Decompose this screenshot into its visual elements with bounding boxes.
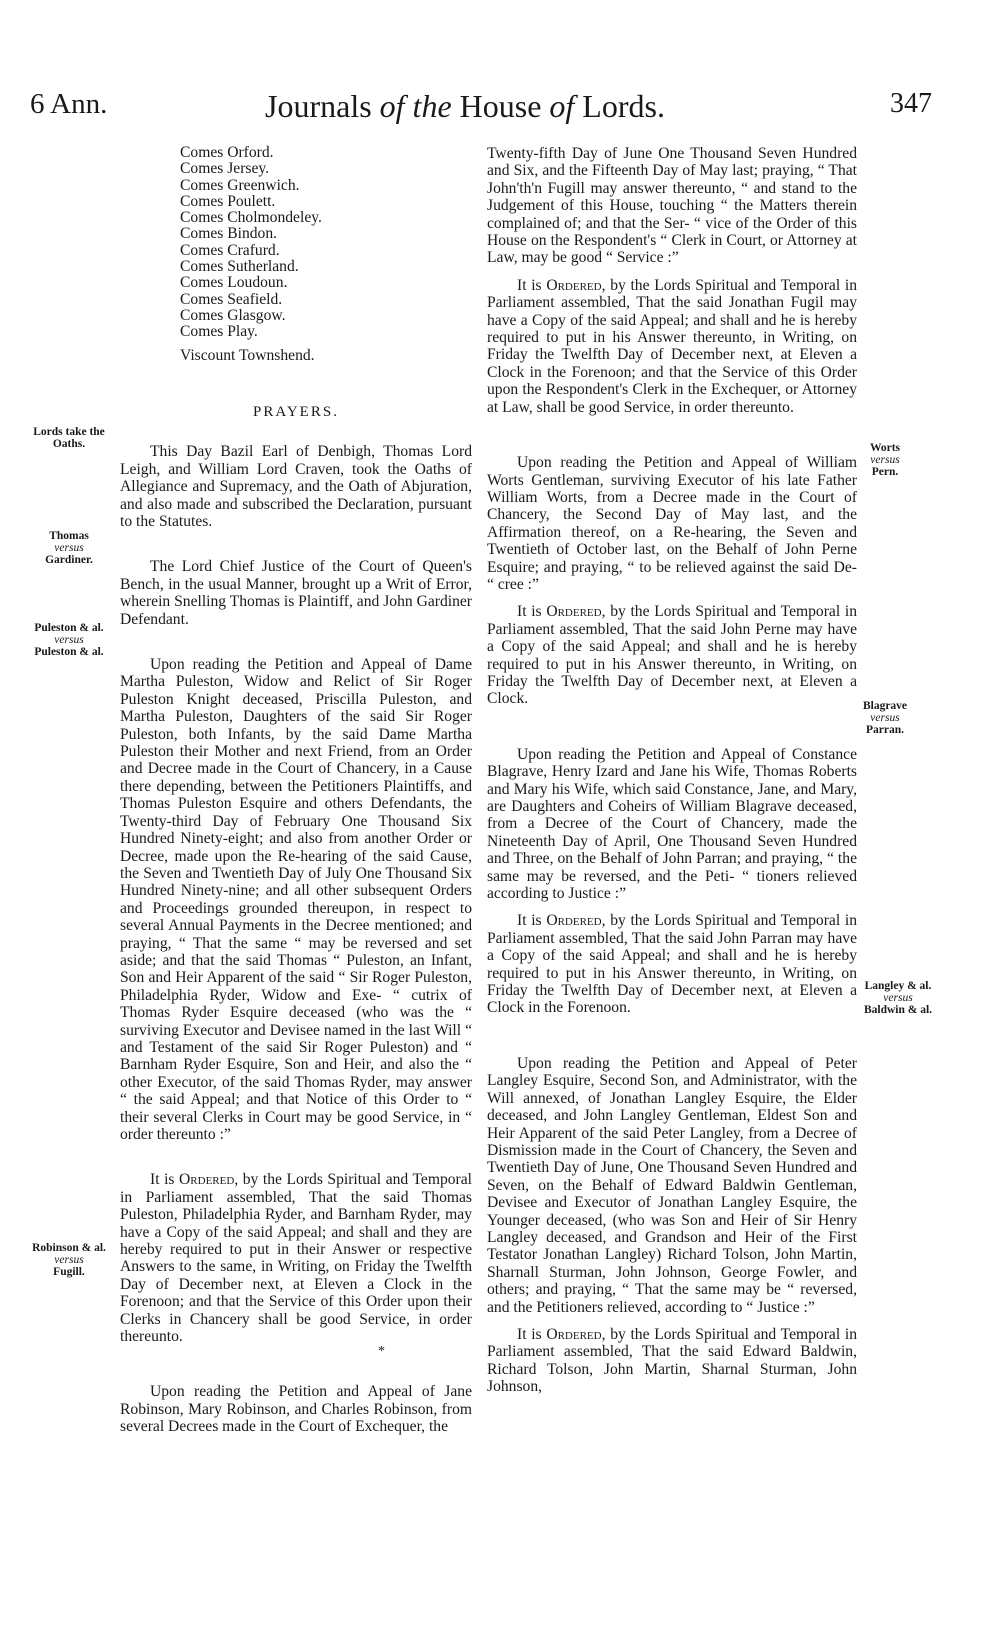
list-item: Comes Crafurd.	[180, 241, 280, 259]
text: It is	[517, 603, 542, 621]
margin-note-robinson	[30, 1242, 108, 1278]
text: It is	[517, 912, 542, 930]
paragraph-thomas: The Lord Chief Justice of the Court of Queen's Bench, in the usual Manner, brought up a Writ of Error, wherein Snelling Thomas is Plaintiff, and John Gardiner Defendant.	[120, 558, 472, 628]
comes-list	[180, 145, 472, 341]
margin-text: Langley & al.	[864, 980, 932, 992]
list-item: Comes Play.	[180, 323, 258, 341]
right-column	[487, 145, 857, 1406]
paragraph-blagrave-ordered	[487, 912, 857, 1016]
margin-note-worts	[858, 442, 912, 478]
title-word: of	[379, 88, 405, 124]
margin-text: Fugill.	[53, 1266, 85, 1278]
text: Ordered	[546, 912, 602, 930]
margin-text: Robinson & al.	[32, 1242, 106, 1254]
title-word: Journals	[265, 88, 372, 124]
paragraph-langley: Upon reading the Petition and Appeal of Peter Langley Esquire, Second Son, and Administrator, with the Will annexed, of Jonathan Langley Esquire, the Elder deceased, and John Langley Gentleman, Eldest Son and Heir Apparent of the said Peter Langley, from a Decree of Dismission made in the Court of Chancery, the Seven and Twentieth Day of June, One Thousand Seven Hundred and Seven, on the Behalf of Edward Baldwin Gentleman, Devisee and Executor of Jonathan Langley Esquire, the Younger deceased, (who was Son and Heir of Sir Henry Langley deceased, and Grandson and Heir of the First Testator Jonathan Langley) Richard Tolson, John Martin, Sharnall Sturman, John Johnson, George Fowler, and others; and praying, “ That the same may be “ reversed, and the Petitioners relieved, according to “ Justice :”	[487, 1054, 857, 1316]
text: , by the Lords Spiritual and Temporal in Parliament assembled, That the said John Perne may have a Copy of the said Appeal; and shall and he is hereby required to put in his Answer thereunto, in Writing, on Friday the Twelfth Day of December next, at Eleven a Clock.	[487, 603, 857, 708]
text: Ordered	[546, 1325, 602, 1343]
title-word: House	[459, 88, 542, 124]
running-title	[265, 88, 665, 125]
list-item: Comes Jersey.	[180, 160, 270, 178]
text: Ordered	[546, 603, 602, 621]
page-header	[0, 84, 992, 134]
title-word: Lords.	[582, 88, 665, 124]
margin-text: versus	[870, 454, 900, 466]
paragraph-worts: Upon reading the Petition and Appeal of William Worts Gentleman, surviving Executor of his late Father William Worts, from a Decree made in the Court of Chancery, the Second Day of May last, and the Affirmation thereof, on a Re-hearing, the Seven and Twentieth of October last, on the Behalf of John Perne Esquire; and praying, “ to be relieved against the said De- “ cree :”	[487, 454, 857, 593]
left-column	[120, 145, 472, 1446]
paragraph-puleston: Upon reading the Petition and Appeal of Dame Martha Puleston, Widow and Relict of Sir Roger Puleston Knight deceased, Priscilla Puleston, and Martha Puleston, Daughters of the said Sir Roger Puleston, both Infants, by the said Dame Martha Puleston their Mother and next Friend, from an Order and Decree made in the Court of Chancery, in a Cause there depending, between the Petitioners Plaintiffs, and Thomas Puleston Esquire and others Defendants, the Twenty-third Day of February One Thousand Six Hundred Ninety-eight; and also from another Order or Decree, made upon the Re-hearing of the said Cause, the Seven and Twentieth Day of July One Thousand Six Hundred Ninety-nine; and all other subsequent Orders and Proceedings grounded thereupon, in respect to several Annual Payments in the Decree mentioned; and praying, “ That the same “ may be reversed and set aside; and that the said Thomas “ Puleston, an Infant, Son and Heir Apparent of the said “ Sir Roger Puleston, Philadelphia Ryder, Widow and Exe- “ cutrix of Thomas Ryder Esquire deceased (who was the “ surviving Executor and Devisee named in the last Will “ and Testament of the said Sir Roger Puleston) and “ Barnham Ryder Esquire, Son and Heir, and also the “ other Executor, of the said Thomas Ryder, may answer “ the said Appeal; and that Notice of this Order to “ their several Clerks in Court may be good Service, in “ order thereunto :”	[120, 656, 472, 1143]
margin-text: Puleston & al.	[34, 622, 104, 634]
paragraph-robinson: Upon reading the Petition and Appeal of Jane Robinson, Mary Robinson, and Charles Robinson, from several Decrees made in the Court of Exchequer, the	[120, 1383, 472, 1436]
viscount-line: Viscount Townshend.	[180, 346, 315, 364]
margin-note-thomas	[30, 530, 108, 566]
page-number: 347	[890, 88, 932, 119]
margin-text: versus	[54, 634, 84, 646]
list-item: Comes Glasgow.	[180, 306, 286, 324]
paragraph-puleston-ordered	[120, 1171, 472, 1345]
title-word: of	[549, 88, 575, 124]
paragraph-worts-ordered	[487, 603, 857, 707]
list-item: Comes Poulett.	[180, 192, 276, 210]
list-item: Comes Sutherland.	[180, 258, 299, 276]
text: Ordered	[179, 1171, 235, 1189]
regnal-year: 6 Ann.	[30, 88, 108, 120]
list-item: Comes Loudoun.	[180, 274, 288, 292]
text: It is	[517, 276, 542, 294]
margin-text: versus	[883, 992, 913, 1004]
margin-note-blagrave	[858, 700, 912, 736]
list-item: Comes Orford.	[180, 144, 274, 161]
margin-text: versus	[54, 542, 84, 554]
list-item: Comes Cholmondeley.	[180, 209, 322, 227]
paragraph-blagrave: Upon reading the Petition and Appeal of Constance Blagrave, Henry Izard and Jane his Wife, Thomas Roberts and Mary his Wife, which said Constance, Jane, and Mary, are Daughters and Coheirs of William Blagrave deceased, from a Decree of the Court of Chancery, made the Nineteenth Day of April, One Thousand Seven Hundred and Three, on the Behalf of John Parran; and praying, “ the same may be reversed, and the Peti- “ tioners relieved according to Justice :”	[487, 745, 857, 903]
text: , by the Lords Spiritual and Temporal in Parliament assembled, That the said Edward Baldwin, Richard Tolson, John Martin, Sharnal Sturman, John Johnson,	[487, 1325, 857, 1396]
list-item: Comes Seafield.	[180, 290, 283, 308]
list-item: Comes Bindon.	[180, 225, 278, 243]
margin-text: Worts	[869, 442, 901, 454]
margin-text: Pern.	[871, 466, 899, 478]
margin-text: Parran.	[865, 724, 904, 736]
paragraph-langley-ordered	[487, 1326, 857, 1396]
text: , by the Lords Spiritual and Temporal in Parliament assembled, That the said Jonathan Fugil may have a Copy of the said Appeal; and shall and he is hereby required to put in his Answer thereunto, in Writing, on Friday the Twelfth Day of December next, at Eleven a Clock in the Forenoon; and that the Service of this Order upon the Respondent's Clerk in the Exchequer, or Attorney at Law, shall be good Service, in order thereunto.	[487, 276, 857, 416]
margin-text: Baldwin & al.	[863, 1004, 933, 1016]
margin-text: Blagrave	[862, 700, 908, 712]
margin-text: versus	[54, 1254, 84, 1266]
text: , by the Lords Spiritual and Temporal in Parliament assembled, That the said John Parran may have a Copy of the said Appeal; and shall and he is hereby required to put in his Answer thereunto, in Writing, on Friday the Twelfth Day of December next, at Eleven a Clock in the Forenoon.	[487, 912, 857, 1017]
footer-mark: *	[378, 1344, 385, 1359]
section-heading: PRAYERS.	[253, 403, 339, 420]
text: Ordered	[546, 276, 602, 294]
margin-text: versus	[870, 712, 900, 724]
margin-note-puleston	[30, 622, 108, 658]
margin-text: Puleston & al.	[34, 646, 104, 658]
margin-text: Gardiner.	[45, 554, 93, 566]
margin-note-oaths: Lords take the Oaths.	[33, 426, 105, 450]
paragraph-oaths: This Day Bazil Earl of Denbigh, Thomas Lord Leigh, and William Lord Craven, took the Oaths of Allegiance and Supremacy, and the Oath of Abjuration, and also made and subscribed the Declaration, pursuant to the Statutes.	[120, 443, 472, 530]
margin-note-langley	[858, 980, 938, 1016]
list-item: Comes Greenwich.	[180, 176, 300, 194]
text: It is	[517, 1325, 542, 1343]
paragraph-robinson-ordered	[487, 277, 857, 416]
title-word: the	[412, 88, 452, 124]
paragraph-robinson-cont: Twenty-fifth Day of June One Thousand Seven Hundred and Six, and the Fifteenth Day of May last; praying, “ That John'th'n Fugill may answer thereunto, “ and stand to the Judgement of this House, touching “ the Matters therein complained of; and that the Ser- “ vice of the Order of this House on the Respondent's “ Clerk in Court, or Attorney at Law, may be good “ Service :”	[487, 145, 857, 267]
text: , by the Lords Spiritual and Temporal in Parliament assembled, That the said Thomas Puleston, Philadelphia Ryder, and Barnham Ryder, may have a Copy of the said Appeal; and shall and they are hereby required to put in their Answer or respective Answers to the same, in Writing, on Friday the Twelfth Day of December next, at Eleven a Clock in the Forenoon; and that the Service of this Order upon their Clerks in Chancery shall be good Service, in order thereunto.	[120, 1171, 472, 1346]
margin-text: Thomas	[49, 530, 89, 542]
text: It is	[150, 1171, 175, 1189]
